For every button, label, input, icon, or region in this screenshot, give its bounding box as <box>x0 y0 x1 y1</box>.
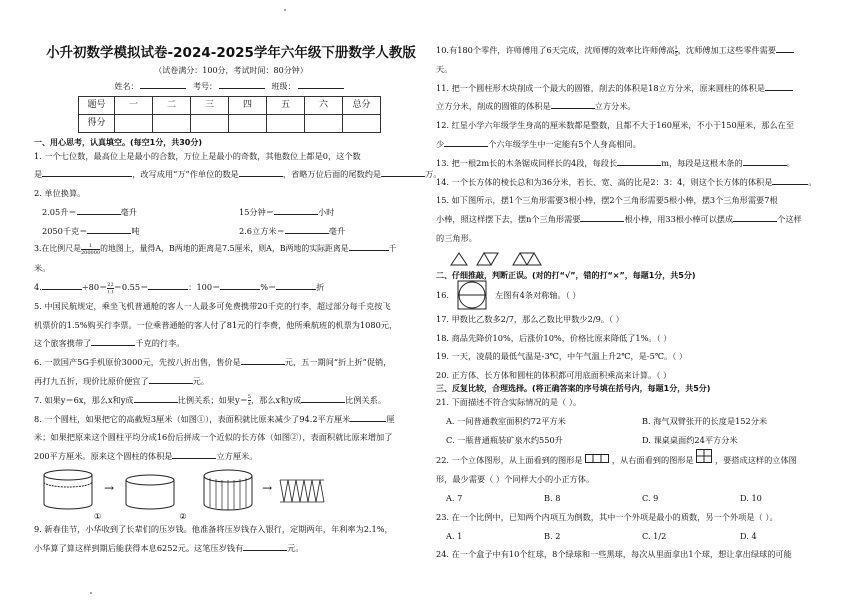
right-column <box>436 0 828 564</box>
answer-blank[interactable] <box>77 205 121 215</box>
name-label: 姓名： <box>114 81 139 91</box>
q7-fraction: $\frac{5}{x}$ <box>247 394 251 408</box>
class-field[interactable] <box>298 88 344 89</box>
score-cell: 六 <box>305 96 343 114</box>
score-header-row <box>79 96 381 114</box>
triangle-1-icon <box>450 252 468 266</box>
option-d[interactable]: D. 10 <box>740 492 762 503</box>
answer-blank[interactable] <box>241 355 285 365</box>
answer-blank[interactable] <box>148 280 188 290</box>
triangle-2-icon <box>476 252 504 266</box>
page-mark <box>284 9 286 11</box>
question-20: 20. 正方体、长方体和圆柱的体积都可用底面积乘高来计算。（ ） <box>436 370 672 381</box>
score-input[interactable] <box>343 114 381 132</box>
question-21-options <box>436 431 828 450</box>
option-b[interactable]: B. 8 <box>544 492 561 503</box>
question-7: 7. 如果y＝6x，那么x和y成 比例关系；如果y＝ $\frac{5}{x}$ ，那么x和y成 比例关系。 <box>34 394 387 408</box>
answer-blank[interactable] <box>381 167 425 177</box>
arrow-icon: → <box>104 481 115 496</box>
score-cell: 二 <box>153 96 191 114</box>
score-input[interactable] <box>229 114 267 132</box>
question-15: 15. 如下图所示，摆1个三角形需要3根小棒，摆2个三角形需要5根小棒，摆3个三角形需要7根 <box>436 195 778 206</box>
figure-label-2: ② <box>179 511 187 522</box>
question-1: 1. 一个七位数，最高位上是最小的合数，万位上是最小的奇数，其他数位上都是0，这个数 <box>34 150 361 161</box>
question-14: 14. 一个长方体的棱长总和为36分米，若长、宽、高的比是2：3：4，则这个长方体的体积是 。 <box>436 176 817 187</box>
score-input[interactable] <box>191 114 229 132</box>
score-input[interactable] <box>153 114 191 132</box>
answer-blank[interactable] <box>276 280 316 290</box>
scale-fraction: $\frac{1}{200000}$ <box>80 242 101 256</box>
triangle-pattern <box>450 252 828 266</box>
score-cell: 得分 <box>79 114 115 132</box>
question-12: 12. 红星小学六年级学生身高的厘米数都是整数，且都不大于160厘米，不小于150厘米，那么在至 <box>436 120 795 131</box>
class-label: 班级： <box>271 81 296 91</box>
unit-conversion-row: 2.05升＝ 毫升 15分钟＝ 小时 <box>42 206 335 217</box>
question-3: 3.在比例尺是 $\frac{1}{200000}$ 的地图上，量得A，B两地的距离是7.5厘米，则A，B两地的实际距离是 千 <box>34 242 397 256</box>
question-5-cont: 这个旅客携带了 千克的行李。 <box>34 338 185 349</box>
question-21: 21. 下面描述不符合实际情况的是（ ）。 <box>436 396 582 407</box>
question-24: 24. 在一个盒子中有10个红球，8个绿球和一些黑球，每次从里面拿出1个球，想让拿出绿球的可能 <box>436 549 792 560</box>
option-b[interactable]: B. 海气双臂张开的长度是152分米 <box>642 415 768 426</box>
answer-blank[interactable] <box>42 167 132 177</box>
question-2: 2. 单位换算。 <box>34 188 86 199</box>
answer-blank[interactable] <box>91 336 135 346</box>
top-view-icon <box>585 454 609 463</box>
option-c[interactable]: C. 一瓶普通瓶装矿泉水约550升 <box>446 434 563 445</box>
right-view-icon <box>696 449 712 463</box>
score-table <box>78 96 381 133</box>
question-22-options <box>436 489 828 508</box>
answer-blank[interactable] <box>733 212 777 222</box>
question-22: 22. 一个立体图形，从上面看到的图形是 ，从右面看到的图形是 ，要搭成这样的立体图 <box>436 449 828 470</box>
figure-labels <box>94 512 428 520</box>
score-cell: 题号 <box>79 96 115 114</box>
score-cell: 三 <box>191 96 229 114</box>
cuboid-icon <box>278 476 328 506</box>
question-15-cont: 的三角形。 <box>436 232 477 243</box>
left-column <box>34 0 442 558</box>
answer-blank[interactable] <box>772 175 808 185</box>
cut-cylinder-icon <box>122 468 178 512</box>
score-cell: 四 <box>229 96 267 114</box>
answer-blank[interactable] <box>350 412 386 422</box>
answer-blank[interactable] <box>239 167 283 177</box>
question-23: 23. 在一个比例中，已知两个内项互为倒数，其中一个外项是最小的质数，另一个外项是（ ）。 <box>436 511 778 522</box>
score-cell: 总分 <box>343 96 381 114</box>
id-label: 考号： <box>193 81 217 91</box>
option-c[interactable]: C. 1/2 <box>642 530 667 541</box>
question-11: 11. 把一个圆柱形木块削成一个最大的圆锥，削去的体积是18立方分米，原来圆柱的体积是 <box>436 79 828 98</box>
answer-blank[interactable] <box>243 541 287 551</box>
answer-blank[interactable] <box>149 374 193 384</box>
question-9-cont: 小华算了算这样到期后能获得本息6252元。这笔压岁钱有 元。 <box>34 543 304 554</box>
question-19: 19. 一天，凌晨的最低气温是-3℃，中午气温上升2℃，是-5℃。（ ） <box>436 351 688 362</box>
id-field[interactable] <box>219 88 265 89</box>
section-2-heading: 二、仔细推敲，判断正误。(对的打“√”，错的打“×”，每题1分，共5分) <box>436 270 696 280</box>
question-13: 13. 把一根2m长的木条锯成同样长的4段，每段长 m，每段是这根木条的 。 <box>436 157 795 168</box>
question-1-cont: 是 ，改写成用“万”作单位的数是 ，省略万位后面的尾数约是 万。 <box>34 169 442 180</box>
name-field[interactable] <box>140 88 186 89</box>
question-8: 8. 一个圆柱，如果把它的高截短3厘米（如图①），表面积就比原来减少了94.2平方厘米 厘 <box>34 413 395 424</box>
unit-conversion-row: 2050千克＝ 吨 2.6立方米＝ 毫升 <box>42 225 346 236</box>
section-1-heading: 一、用心思考，认真填空。(每空1分，共30分) <box>34 137 203 147</box>
answer-blank[interactable] <box>617 156 661 166</box>
score-input[interactable] <box>267 114 305 132</box>
score-value-row <box>79 114 381 132</box>
option-a[interactable]: A. 1 <box>446 530 463 541</box>
answer-blank[interactable] <box>220 280 260 290</box>
question-5-cont: 机票价的1.5%购买行李票。一位乘普通舱的客人付了81元的行李费，他所乘航班的机票为1080元， <box>34 319 398 330</box>
exam-subtitle: （试卷满分：100分，考试时间：80分钟） <box>154 65 308 75</box>
circle-square-icon <box>457 280 487 310</box>
answer-blank[interactable] <box>87 224 131 234</box>
question-12-cont: 少 个六年级学生中一定能有5个人身高相同。 <box>436 138 641 149</box>
question-6: 6. 一款国产5G手机原价3000元，先按八折出售，售价是 元，五一期间“折上折”促销， <box>34 357 392 368</box>
option-a[interactable]: A. 一间普通教室面积约72平方米 <box>446 415 566 426</box>
question-17: 17. 甲数比乙数多2/7，那么乙数比甲数少2/9。（ ） <box>436 313 624 324</box>
option-c[interactable]: C. 9 <box>642 492 659 503</box>
score-cell: 一 <box>115 96 153 114</box>
question-8-cont: 米；如果把原来这个圆柱平均分成16份后拼成一个近似的长方体（如图②），表面积就比原来增加了 <box>34 432 393 443</box>
cylinder-icon <box>40 468 96 512</box>
question-4: 4. ÷80＝ 22 ( ) ＝0.55＝ ：100＝ %＝ 折 <box>34 281 325 295</box>
answer-blank[interactable] <box>743 156 787 166</box>
option-a[interactable]: A. 7 <box>446 492 463 503</box>
question-3-cont: 米。 <box>34 263 51 274</box>
question-8-cont: 200平方厘米。原来这个圆柱的体积是 立方厘米。 <box>34 451 258 462</box>
question-21-options <box>436 412 828 431</box>
student-info-row <box>34 83 428 91</box>
answer-blank[interactable] <box>765 81 793 91</box>
answer-blank[interactable] <box>274 205 318 215</box>
score-input[interactable] <box>115 114 153 132</box>
triangle-3-icon <box>512 252 548 266</box>
section-3-heading: 三、反复比较，合理选择。(将正确答案的序号填在括号内，每题1分，共5分) <box>436 383 711 393</box>
answer-blank[interactable] <box>285 224 329 234</box>
question-18: 18. 商品先降价10%，后涨价10%，价格比原来降低了1%。（ ） <box>436 332 672 343</box>
question-22-cont: 形，最少需要（ ）个同样大小的小正方体。 <box>436 474 595 485</box>
answer-blank[interactable] <box>776 43 794 53</box>
question-16: 16. 左图有4条对称轴。（ ） <box>436 280 828 310</box>
question-10-cont: 天。 <box>436 63 453 74</box>
score-input[interactable] <box>305 114 343 132</box>
figure-label-1: ① <box>94 511 102 522</box>
sliced-cylinder-icon <box>200 468 256 512</box>
question-5: 5. 中国民航规定，乘坐飞机普通舱的客人一人最多可免费携带20千克的行李，超过部分每千克按飞 <box>34 300 391 311</box>
answer-blank[interactable] <box>301 393 345 403</box>
option-d[interactable]: D. 课桌桌面约24平方分米 <box>642 434 738 445</box>
exam-title: 小升初数学模拟试卷-2024-2025学年六年级下册数学人教版 <box>46 45 416 61</box>
question-6-cont: 再打九五折，现价比原价便宜了 元。 <box>34 376 210 387</box>
q4-fraction: 22 ( ) <box>107 281 114 295</box>
option-b[interactable]: B. 2 <box>544 530 561 541</box>
page-mark <box>90 592 92 594</box>
answer-blank[interactable] <box>134 393 178 403</box>
question-23-options <box>436 527 828 546</box>
answer-blank[interactable] <box>580 212 624 222</box>
question-15-cont: 小棒，照这样摆下去，摆n个三角形需要 根小棒，用33根小棒可以摆成 个这样 <box>436 214 802 225</box>
arrow-icon: → <box>262 481 273 496</box>
answer-blank[interactable] <box>349 241 389 251</box>
answer-blank[interactable] <box>172 449 216 459</box>
q10-fraction: $\frac{1}{5}$ <box>674 44 678 58</box>
cylinder-figures <box>40 466 428 512</box>
answer-blank[interactable] <box>444 137 488 147</box>
option-d[interactable]: D. 4 <box>740 530 757 541</box>
answer-blank[interactable] <box>551 99 595 109</box>
question-9: 9. 新春佳节，小华收到了长辈们的压岁钱。他准备将压岁钱存入银行，定期两年，年利率为2.1%， <box>34 524 393 535</box>
question-10: 10.有180个零件，许师傅用了6天完成，沈师傅的效率比许师傅高 $\frac{1}{5}$ ，沈师傅加工这些零件需要 <box>436 41 828 60</box>
question-11-cont: 立方分米，削成的圆锥的体积是 立方分米。 <box>436 101 636 112</box>
answer-blank[interactable] <box>42 280 82 290</box>
score-cell: 五 <box>267 96 305 114</box>
